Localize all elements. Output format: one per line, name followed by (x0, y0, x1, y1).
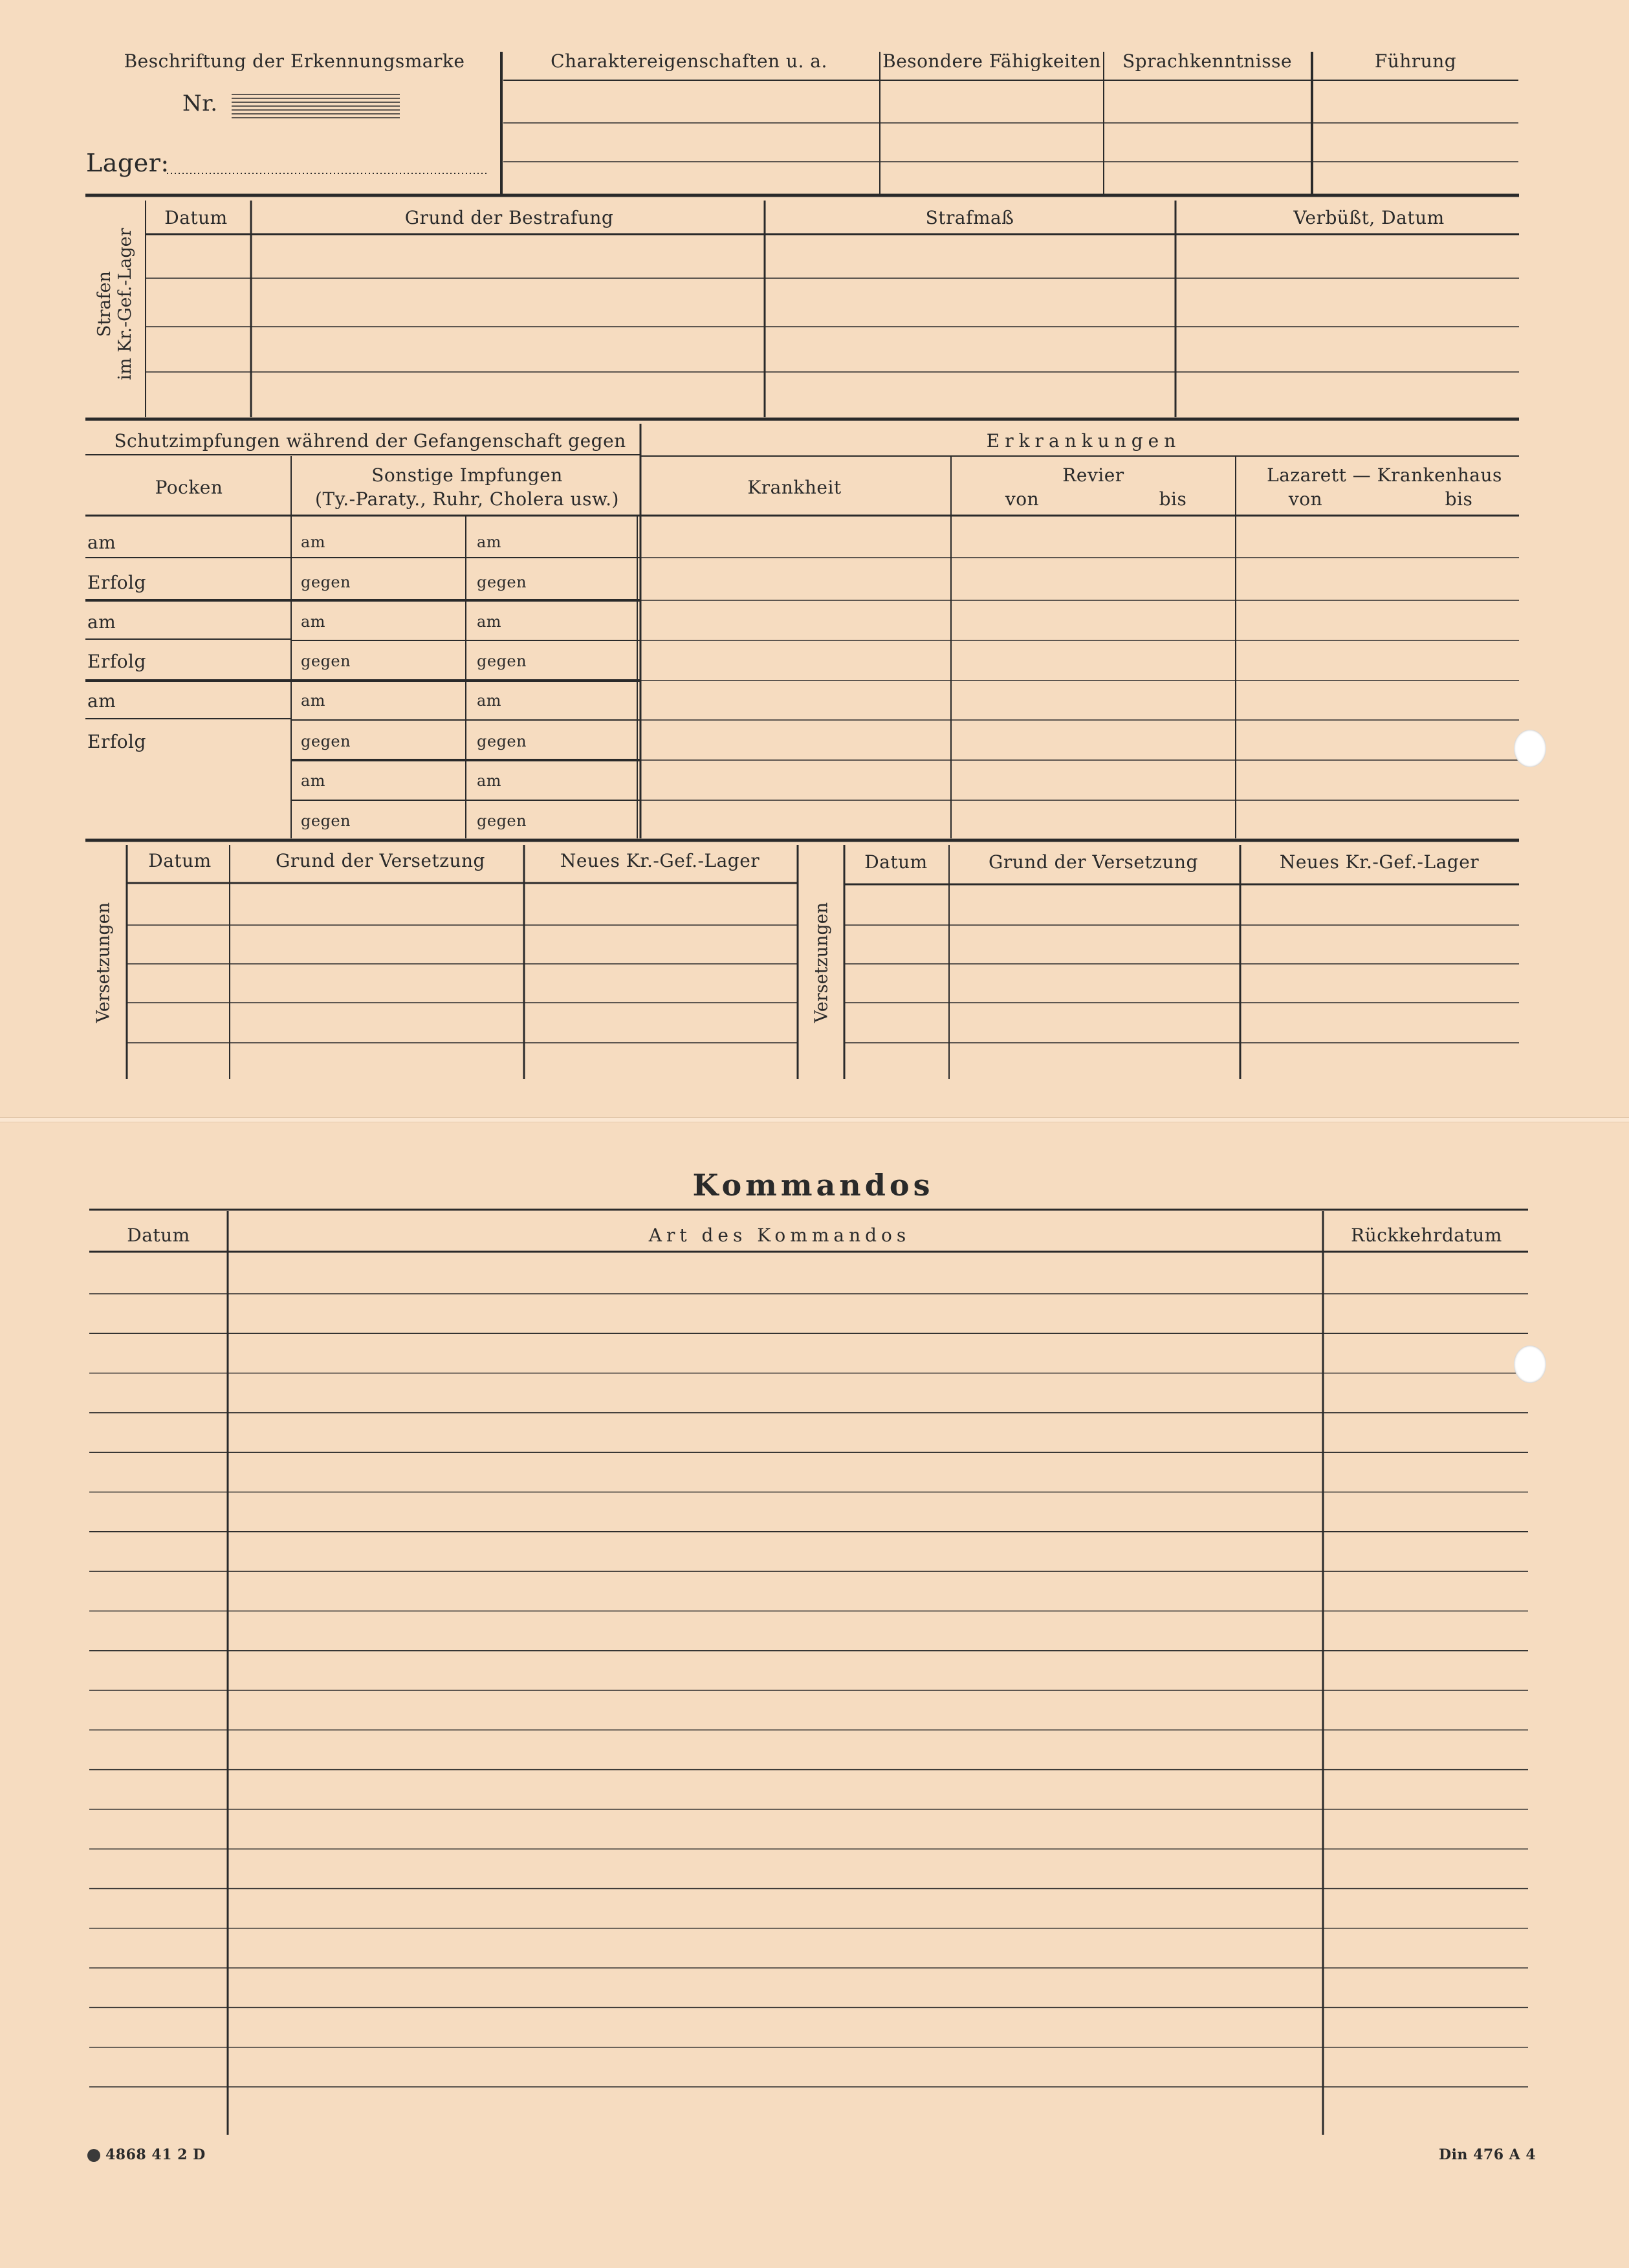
ill-col-revier: Revier (1062, 464, 1124, 486)
vacc-other-gegen-2a: gegen (301, 652, 351, 670)
ill-hospital-von: von (1288, 488, 1323, 510)
nr-label: Nr. (182, 91, 218, 116)
kommandos-title: Kommandos (692, 1168, 934, 1203)
vacc-heading: Schutzimpfungen während der Gefangenschaft gegen (114, 430, 626, 452)
transfers-side-label-right: Versetzungen (811, 902, 832, 1023)
vacc-other-am-3b: am (477, 692, 502, 710)
col-character: Charaktereigenschaften u. a. (551, 50, 827, 72)
ill-col-illness: Krankheit (747, 477, 842, 498)
vacc-other-gegen-4a: gegen (301, 812, 351, 830)
vacc-other-am-1b: am (477, 533, 502, 551)
transfers-side-label-left: Versetzungen (93, 902, 114, 1023)
vacc-am-2: am (87, 611, 116, 633)
vacc-other-gegen-3a: gegen (301, 732, 351, 750)
fold-seam (0, 1117, 1629, 1122)
penalties-col-reason: Grund der Bestrafung (404, 207, 614, 228)
din-label: Din 476 A 4 (1439, 2146, 1536, 2163)
ill-revier-von: von (1005, 488, 1040, 510)
transfers-right-col-reason: Grund der Versetzung (989, 851, 1198, 873)
vacc-other-am-3a: am (301, 692, 326, 710)
ill-revier-bis: bis (1159, 488, 1187, 510)
transfers-right-col-date: Datum (864, 851, 928, 873)
col-abilities: Besondere Fähigkeiten (882, 50, 1101, 72)
ill-col-hospital: Lazarett — Krankenhaus (1267, 464, 1502, 486)
vacc-other-am-2a: am (301, 613, 326, 631)
vacc-col-other-1: Sonstige Impfungen (371, 464, 563, 486)
col-conduct: Führung (1374, 50, 1457, 72)
transfers-left-col-reason: Grund der Versetzung (276, 850, 485, 871)
transfers-right-col-camp: Neues Kr.-Gef.-Lager (1279, 851, 1480, 873)
vacc-col-pocken: Pocken (155, 477, 223, 498)
vacc-am-3: am (87, 690, 116, 712)
transfers-left-col-camp: Neues Kr.-Gef.-Lager (560, 850, 760, 871)
penalties-col-served: Verbüßt, Datum (1293, 207, 1445, 228)
kommandos-col-type: Art des Kommandos (648, 1225, 911, 1246)
print-mark-icon (87, 2149, 100, 2162)
vacc-other-gegen-2b: gegen (477, 652, 527, 670)
ill-hospital-bis: bis (1445, 488, 1473, 510)
penalties-col-date: Datum (164, 207, 228, 228)
vacc-erfolg-3: Erfolg (87, 731, 146, 752)
vacc-col-other-2: (Ty.-Paraty., Ruhr, Cholera usw.) (315, 488, 619, 510)
vacc-other-gegen-4b: gegen (477, 812, 527, 830)
ill-heading: Erkrankungen (986, 430, 1181, 452)
vacc-other-am-2b: am (477, 613, 502, 631)
penalties-col-measure: Strafmaß (925, 207, 1014, 228)
vacc-am-1: am (87, 532, 116, 553)
kommandos-col-date: Datum (127, 1225, 190, 1246)
kommandos-col-return: Rückkehrdatum (1351, 1225, 1502, 1246)
lager-label: Lager: (86, 149, 169, 177)
vacc-other-gegen-3b: gegen (477, 732, 527, 750)
tag-label: Beschriftung der Erkennungsmarke (124, 50, 465, 72)
vacc-erfolg-2: Erfolg (87, 651, 146, 672)
transfers-left-col-date: Datum (148, 850, 212, 871)
punch-hole-upper (1514, 730, 1546, 767)
col-languages: Sprachkenntnisse (1122, 50, 1293, 72)
vacc-other-gegen-1a: gegen (301, 573, 351, 591)
vacc-other-am-4a: am (301, 772, 326, 790)
vacc-erfolg-1: Erfolg (87, 572, 146, 593)
vacc-other-am-1a: am (301, 533, 326, 551)
punch-hole-lower (1514, 1346, 1546, 1383)
vacc-other-am-4b: am (477, 772, 502, 790)
vacc-other-gegen-1b: gegen (477, 573, 527, 591)
penalties-side-label: Strafen im Kr.-Gef.-Lager (94, 228, 135, 380)
print-code: 4868 41 2 D (87, 2146, 206, 2163)
